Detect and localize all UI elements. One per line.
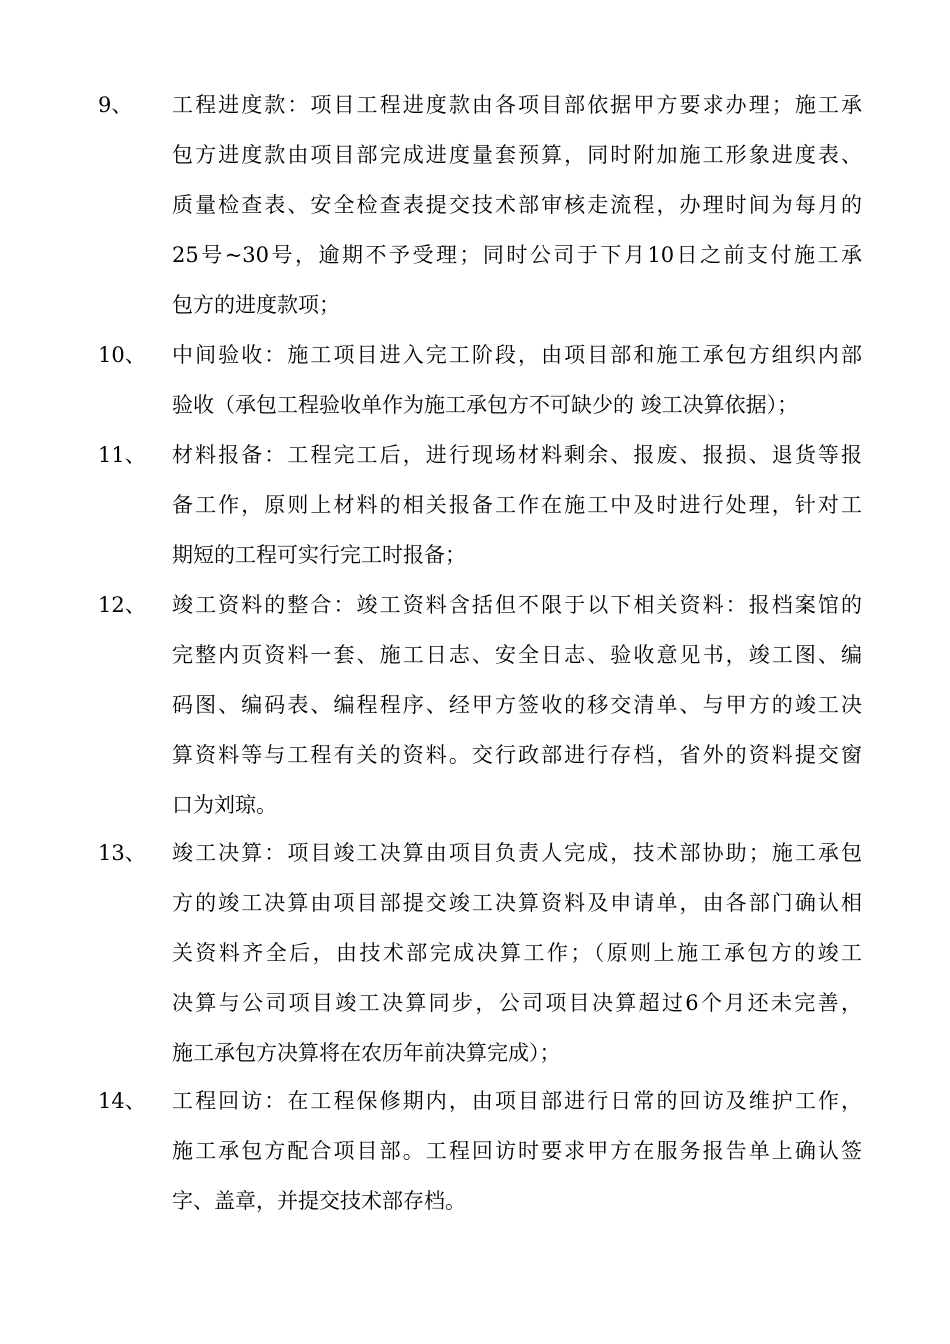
- item-line: 施工承包方决算将在农历年前决算完成）；: [172, 1041, 561, 1065]
- item-number: 11、: [98, 443, 146, 467]
- item-line: 决算与公司项目竣工决算同步，公司项目决算超过6个月还未完善，: [172, 991, 862, 1015]
- item-line: 备工作，原则上材料的相关报备工作在施工中及时进行处理，针对工: [172, 493, 862, 517]
- item-line: 竣工决算：项目竣工决算由项目负责人完成，技术部协助；施工承包: [172, 841, 862, 865]
- item-number: 14、: [98, 1089, 146, 1113]
- item-number: 9、: [98, 93, 133, 117]
- item-line: 中间验收：施工项目进入完工阶段，由项目部和施工承包方组织内部: [172, 343, 862, 367]
- item-line: 施工承包方配合项目部。工程回访时要求甲方在服务报告单上确认签: [172, 1139, 862, 1163]
- item-line: 25号~30号，逾期不予受理；同时公司于下月10日之前支付施工承: [172, 243, 862, 267]
- item-line: 工程进度款：项目工程进度款由各项目部依据甲方要求办理；施工承: [172, 93, 862, 117]
- item-line: 包方进度款由项目部完成进度量套预算，同时附加施工形象进度表、: [172, 143, 862, 167]
- item-line: 口为刘琼。: [172, 793, 277, 817]
- item-number: 10、: [98, 343, 146, 367]
- item-line: 方的竣工决算由项目部提交竣工决算资料及申请单，由各部门确认相: [172, 891, 862, 915]
- item-line: 竣工资料的整合：竣工资料含括但不限于以下相关资料：报档案馆的: [172, 593, 862, 617]
- item-line: 码图、编码表、编程程序、经甲方签收的移交清单、与甲方的竣工决: [172, 693, 862, 717]
- item-number: 12、: [98, 593, 146, 617]
- item-line: 关资料齐全后，由技术部完成决算工作；（原则上施工承包方的竣工: [172, 941, 862, 965]
- item-line: 质量检查表、安全检查表提交技术部审核走流程，办理时间为每月的: [172, 193, 862, 217]
- item-line: 材料报备：工程完工后，进行现场材料剩余、报废、报损、退货等报: [172, 443, 862, 467]
- item-line: 字、盖章，并提交技术部存档。: [172, 1189, 466, 1213]
- item-line: 工程回访：在工程保修期内，由项目部进行日常的回访及维护工作，: [172, 1089, 862, 1113]
- item-line: 期短的工程可实行完工时报备；: [172, 543, 466, 567]
- item-line: 包方的进度款项；: [172, 293, 340, 317]
- item-number: 13、: [98, 841, 146, 865]
- item-line: 验收（承包工程验收单作为施工承包方不可缺少的 竣工决算依据）；: [172, 393, 799, 417]
- item-line: 算资料等与工程有关的资料。交行政部进行存档，省外的资料提交窗: [172, 743, 862, 767]
- item-line: 完整内页资料一套、施工日志、安全日志、验收意见书，竣工图、编: [172, 643, 862, 667]
